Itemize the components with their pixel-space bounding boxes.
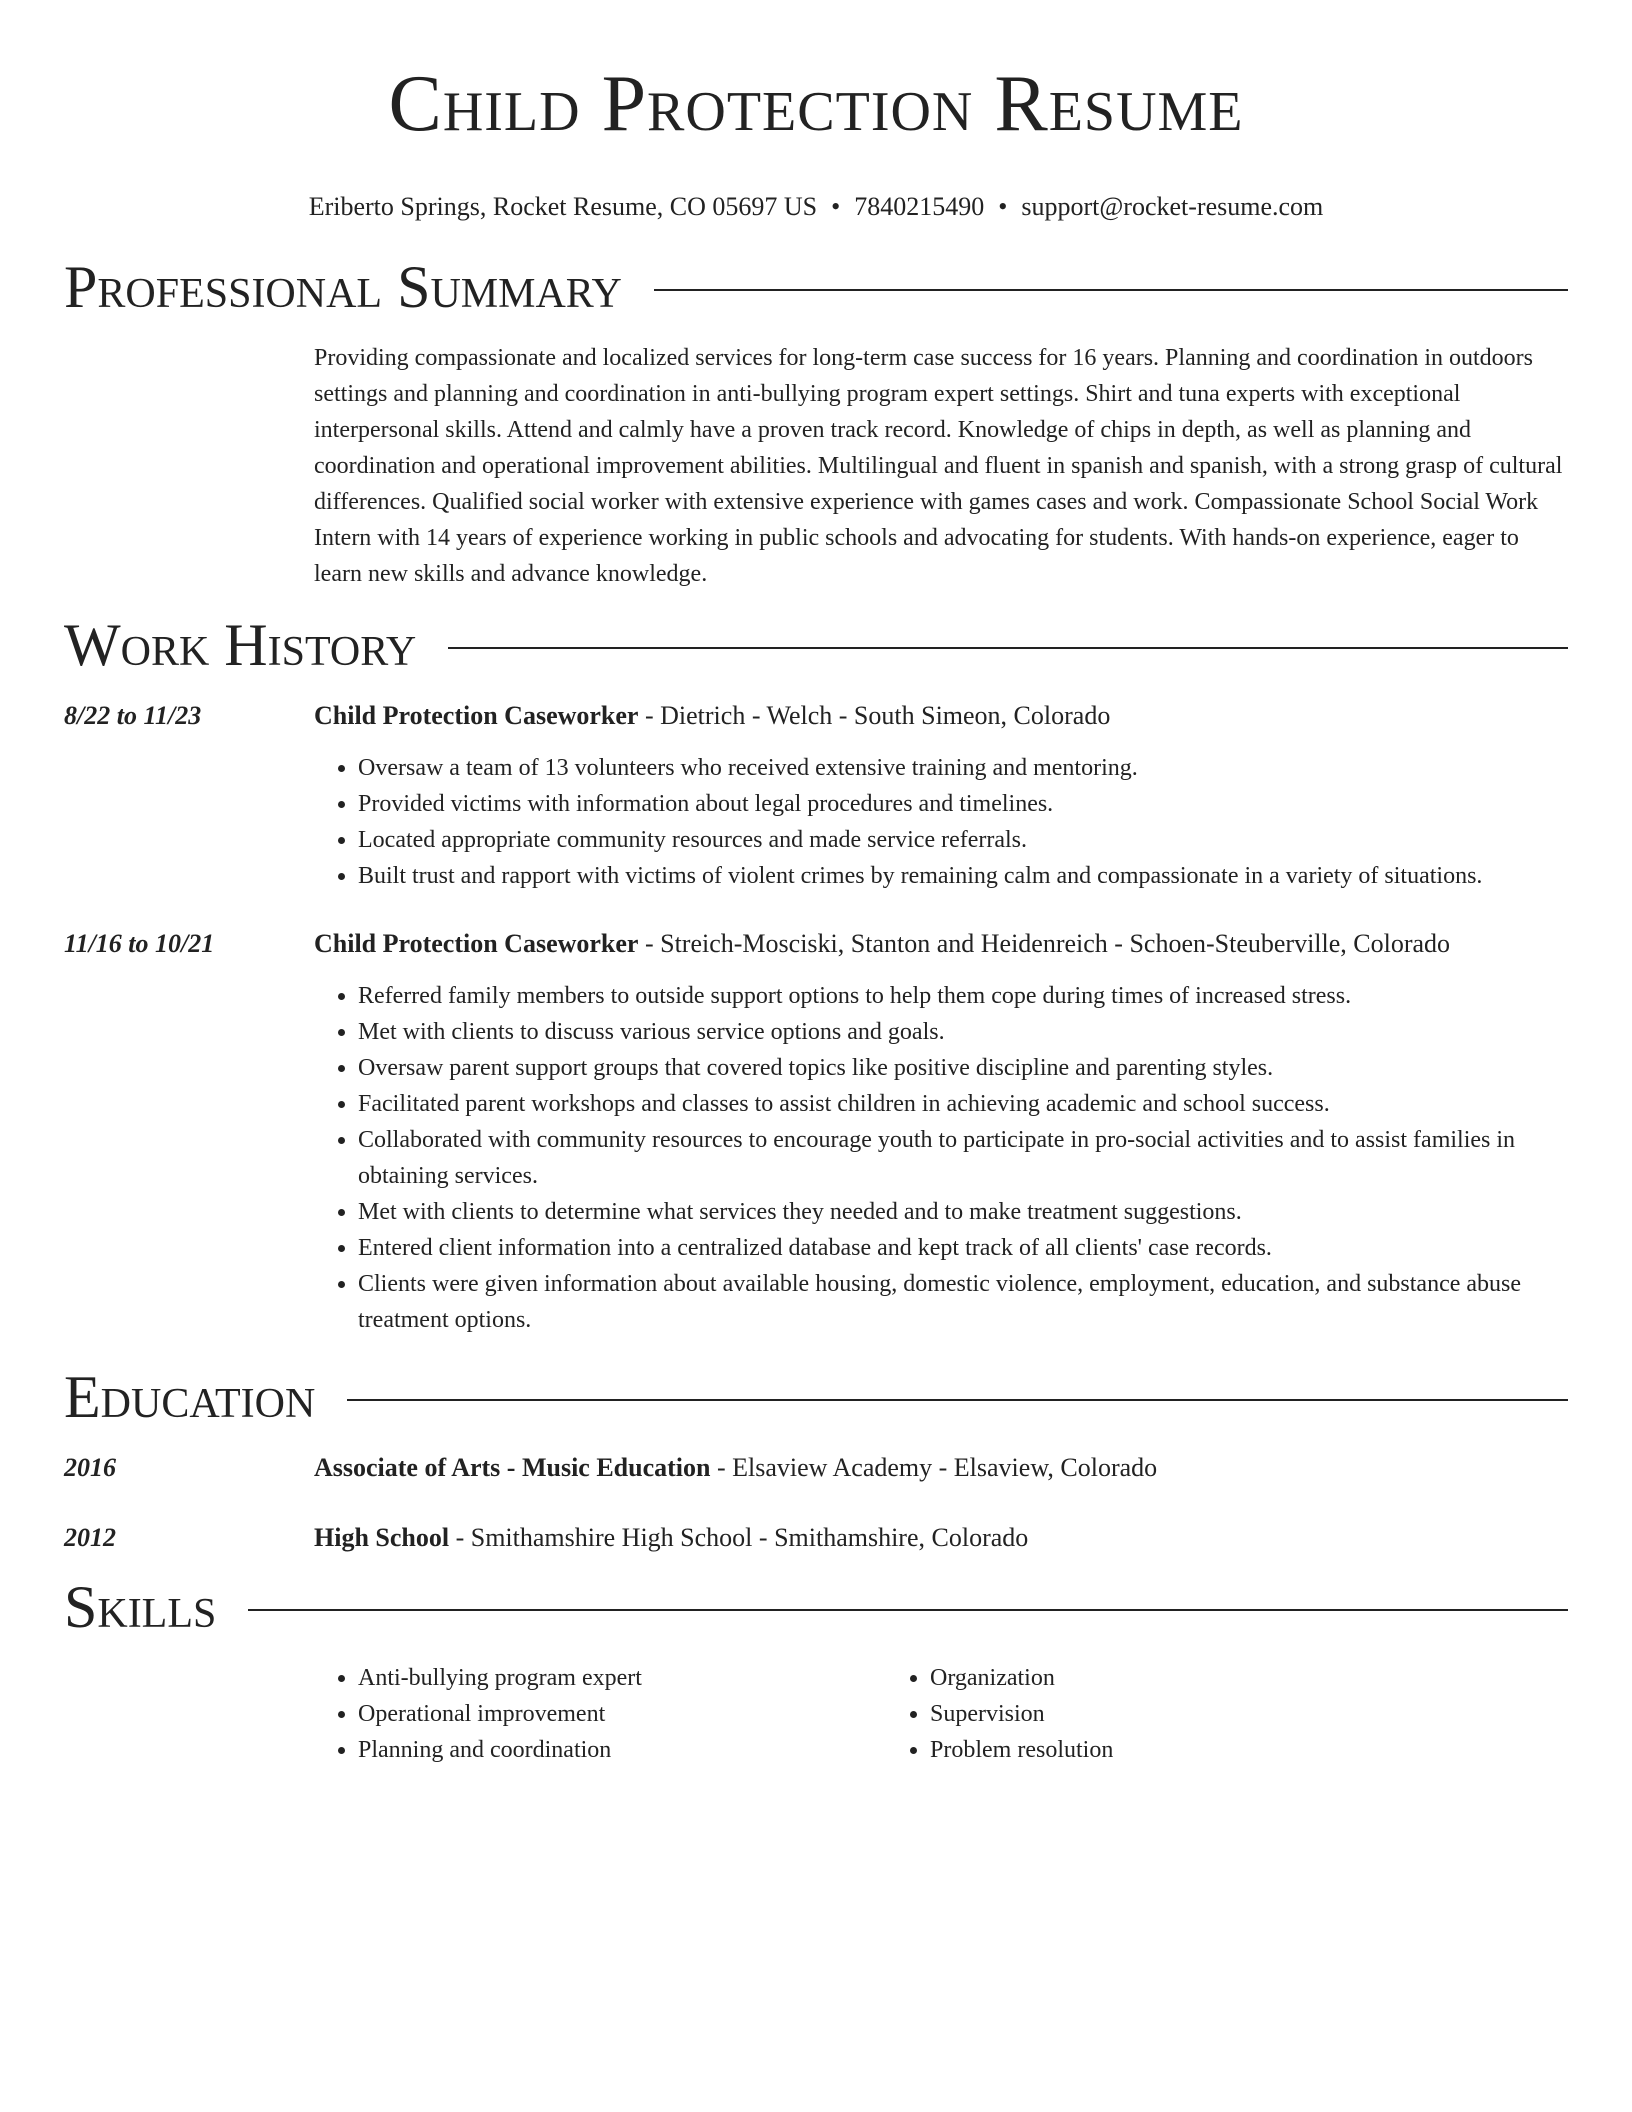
job-bullet: • Provided victims with information about legal procedures and timelines.: [358, 786, 1568, 822]
job-body: [314, 698, 1568, 894]
contact-separator: •: [998, 192, 1008, 221]
job-dates: 11/16 to 10/21: [64, 929, 215, 958]
section-title-work: Work History: [64, 612, 417, 678]
section-title-education: Education: [64, 1364, 316, 1430]
skill-item: • Operational improvement: [358, 1696, 886, 1732]
job-details: - Streich-Mosciski, Stanton and Heidenreich - Schoen-Steuberville, Colorado: [638, 929, 1451, 958]
skill-item: • Planning and coordination: [358, 1732, 886, 1768]
education-entry: [64, 1450, 1568, 1486]
section-divider: [347, 1399, 1568, 1401]
job-bullet: • Oversaw a team of 13 volunteers who received extensive training and mentoring.: [358, 750, 1568, 786]
job-bullet: • Collaborated with community resources to encourage youth to participate in pro-social activities and to assist families in obtaining services.: [358, 1122, 1568, 1194]
contact-address: Eriberto Springs, Rocket Resume, CO 05697 US: [308, 192, 818, 221]
education-details: - Smithamshire High School - Smithamshire, Colorado: [449, 1523, 1029, 1552]
education-entry: [64, 1520, 1568, 1556]
job-bullet: • Met with clients to determine what services they needed and to make treatment suggestions.: [358, 1194, 1568, 1230]
contact-separator: •: [831, 192, 841, 221]
job-dates: 8/22 to 11/23: [64, 701, 202, 730]
job-bullet: • Located appropriate community resources and made service referrals.: [358, 822, 1568, 858]
job-bullet: • Built trust and rapport with victims of violent crimes by remaining calm and compassionate in a variety of situations.: [358, 858, 1568, 894]
summary-text: Providing compassionate and localized services for long-term case success for 16 years. Planning and coordination in outdoors settings and planning and coordination in anti-bullying program expert settings. Shirt and tuna experts with exceptional interpersonal skills. Attend and calmly have a proven track record. Knowledge of chips in depth, as well as planning and coordination and operational improvement abilities. Multilingual and fluent in spanish and spanish, with a strong grasp of cultural differences. Qualified social worker with extensive experience with games cases and work. Compassionate School Social Work Intern with 14 years of experience working in public schools and advocating for students. With hands-on experience, eager to learn new skills and advance knowledge.: [314, 345, 1563, 587]
job-title: Child Protection Caseworker: [314, 929, 639, 958]
skills-column-right: [886, 1660, 1458, 1768]
education-year: 2012: [64, 1523, 116, 1552]
job-bullet: • Facilitated parent workshops and classes to assist children in achieving academic and school success.: [358, 1086, 1568, 1122]
education-degree: High School: [314, 1523, 450, 1552]
skill-item: • Problem resolution: [930, 1732, 1458, 1768]
job-bullet: • Oversaw parent support groups that covered topics like positive discipline and parenting styles.: [358, 1050, 1568, 1086]
skill-item: • Supervision: [930, 1696, 1458, 1732]
job-entry: [64, 698, 1568, 894]
skills-column-left: [314, 1660, 886, 1768]
contact-email: support@rocket-resume.com: [1021, 192, 1324, 221]
job-heading: [314, 698, 1568, 734]
section-divider: [654, 289, 1568, 291]
job-heading: [314, 926, 1568, 962]
section-title-skills: Skills: [64, 1574, 217, 1640]
resume-title: Child Protection Resume: [388, 60, 1244, 148]
skill-item: • Anti-bullying program expert: [358, 1660, 886, 1696]
job-bullets: [314, 750, 1568, 894]
skills-grid: [314, 1660, 1568, 1768]
job-body: [314, 926, 1568, 1338]
education-degree: Associate of Arts - Music Education: [314, 1453, 711, 1482]
job-title: Child Protection Caseworker: [314, 701, 639, 730]
section-header-work: [64, 612, 1568, 678]
job-entry: [64, 926, 1568, 1338]
education-year: 2016: [64, 1453, 116, 1482]
section-title-summary: Professional Summary: [64, 254, 622, 320]
job-bullets: [314, 978, 1568, 1338]
education-heading: [314, 1520, 1568, 1556]
section-header-education: [64, 1364, 1568, 1430]
section-header-skills: [64, 1574, 1568, 1640]
contact-line: [64, 190, 1568, 224]
job-bullet: • Entered client information into a centralized database and kept track of all clients' case records.: [358, 1230, 1568, 1266]
job-bullet: • Referred family members to outside support options to help them cope during times of increased stress.: [358, 978, 1568, 1014]
job-details: - Dietrich - Welch - South Simeon, Colorado: [638, 701, 1111, 730]
job-bullet: • Met with clients to discuss various service options and goals.: [358, 1014, 1568, 1050]
education-body: [314, 1450, 1568, 1486]
section-divider: [248, 1609, 1568, 1611]
contact-phone: 7840215490: [854, 192, 985, 221]
job-bullet: • Clients were given information about available housing, domestic violence, employment, education, and substance abuse treatment options.: [358, 1266, 1568, 1338]
skill-item: • Organization: [930, 1660, 1458, 1696]
education-body: [314, 1520, 1568, 1556]
section-header-summary: [64, 254, 1568, 320]
education-heading: [314, 1450, 1568, 1486]
education-details: - Elsaview Academy - Elsaview, Colorado: [710, 1453, 1158, 1482]
section-divider: [448, 647, 1568, 649]
